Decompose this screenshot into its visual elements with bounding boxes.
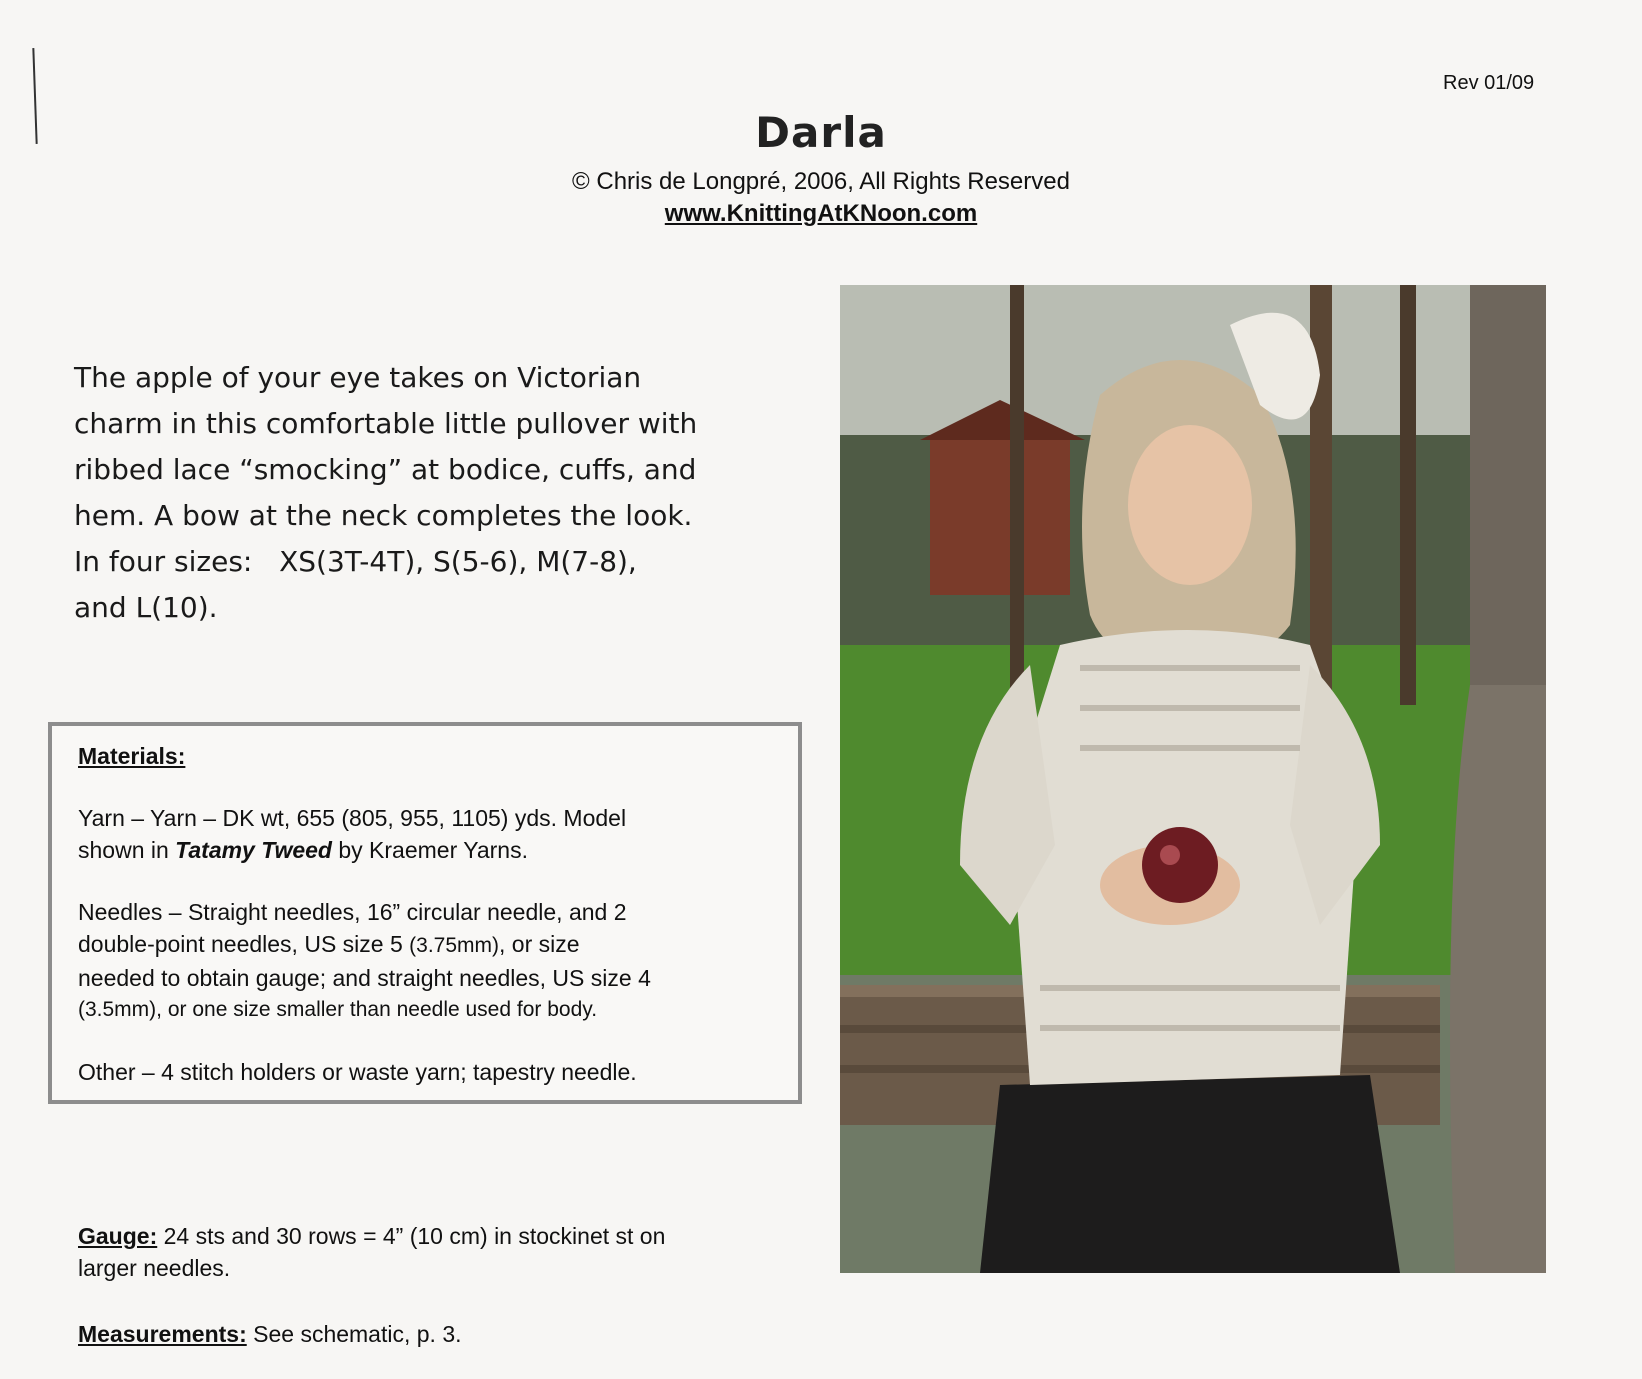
intro-line: and L(10).: [74, 591, 218, 624]
gauge-section: [78, 1220, 818, 1284]
needles-line: double-point needles, US size 5: [78, 931, 410, 957]
intro-line: ribbed lace “smocking” at bodice, cuffs, and: [74, 453, 697, 486]
yarn-brand: Tatamy Tweed: [175, 837, 332, 863]
gauge-text: 24 sts and 30 rows = 4” (10 cm) in stockinet st on: [157, 1223, 666, 1249]
photo-girl-holding-apple-icon: [840, 285, 1546, 1273]
intro-line: The apple of your eye takes on Victorian: [74, 361, 642, 394]
intro-paragraph: [74, 355, 804, 631]
needles-item: [78, 896, 778, 1026]
pattern-title: Darla: [755, 108, 887, 157]
gauge-text: larger needles.: [78, 1255, 231, 1281]
intro-line: charm in this comfortable little pullover with: [74, 407, 698, 440]
needles-line: , or size: [499, 931, 580, 957]
copyright-line: © Chris de Longpré, 2006, All Rights Reserved: [572, 168, 1070, 195]
needles-line: needed to obtain gauge; and straight needles, US size 4: [78, 965, 651, 991]
intro-line: In four sizes: XS(3T-4T), S(5-6), M(7-8),: [74, 545, 637, 578]
measurements-text: See schematic, p. 3.: [246, 1321, 462, 1347]
website-link[interactable]: www.KnittingAtKNoon.com: [664, 200, 978, 227]
revision-label: Rev 01/09: [1443, 72, 1535, 94]
needles-line: (3.5mm), or one size smaller than needle used for body.: [78, 998, 598, 1021]
intro-line: hem. A bow at the neck completes the look.: [74, 499, 693, 532]
measurements-heading: Measurements:: [78, 1321, 247, 1347]
gauge-heading: Gauge:: [78, 1223, 158, 1249]
yarn-item: [78, 802, 778, 866]
needles-line: Needles – Straight needles, 16” circular needle, and 2: [78, 899, 627, 925]
needles-size-mm: (3.75mm): [409, 934, 500, 957]
yarn-line: Yarn – Yarn – DK wt, 655 (805, 955, 1105) yds. Model: [78, 805, 627, 831]
materials-box: [48, 722, 802, 1104]
measurements-section: [78, 1318, 818, 1350]
yarn-line: by Kraemer Yarns.: [331, 837, 528, 863]
model-photo: [840, 285, 1546, 1273]
other-item: Other – 4 stitch holders or waste yarn; tapestry needle.: [78, 1059, 637, 1085]
yarn-line: shown in: [78, 837, 176, 863]
materials-heading: Materials:: [78, 743, 186, 769]
